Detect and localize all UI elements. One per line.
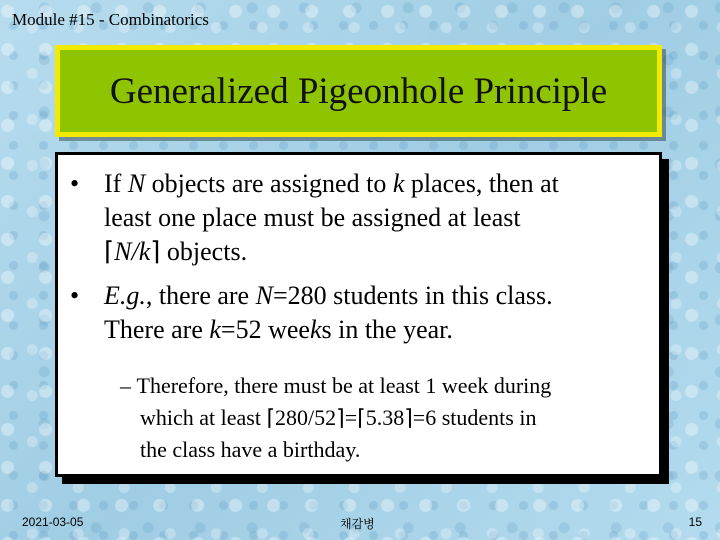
bullet-marker: •: [70, 169, 80, 198]
bullet-1-line-3: [104, 235, 644, 269]
sub-line-1-text: Therefore, there must be at least 1 week during: [136, 373, 552, 398]
slide-title: Generalized Pigeonhole Principle: [109, 70, 608, 112]
sub-line-1: [120, 370, 590, 402]
sub-line-3: the class have a birthday.: [140, 437, 361, 462]
bullet-2-line-2: There are k=52 weeks in the year.: [104, 315, 453, 344]
ceil-close: ⌉: [150, 237, 161, 266]
bullet-2-text: [104, 279, 644, 347]
content-box: [55, 152, 662, 477]
sub-bullet-text: [120, 370, 590, 466]
bullet-1-text: [104, 167, 644, 269]
bullet-1-line-2: least one place must be assigned at least: [104, 203, 521, 232]
module-header: Module #15 - Combinatorics: [12, 10, 209, 29]
bullet-2-line-1: E.g., there are N=280 students in this class.: [104, 281, 553, 310]
bullet-1-line-1: If N objects are assigned to k places, then at: [104, 169, 559, 198]
footer-date: 2021-03-05: [22, 515, 84, 529]
n-over-k: N/k: [114, 237, 151, 266]
ceil-open: ⌈: [104, 237, 115, 266]
objects-text: objects.: [160, 237, 248, 266]
sub-bullet-marker: –: [120, 373, 131, 398]
footer-page-number: 15: [688, 515, 702, 529]
sub-line-2: which at least ⌈280/52⌉=⌈5.38⌉=6 students in: [140, 405, 537, 430]
title-box: [55, 45, 662, 137]
bullet-marker: •: [70, 281, 80, 310]
footer-author: 채감병: [340, 517, 375, 531]
